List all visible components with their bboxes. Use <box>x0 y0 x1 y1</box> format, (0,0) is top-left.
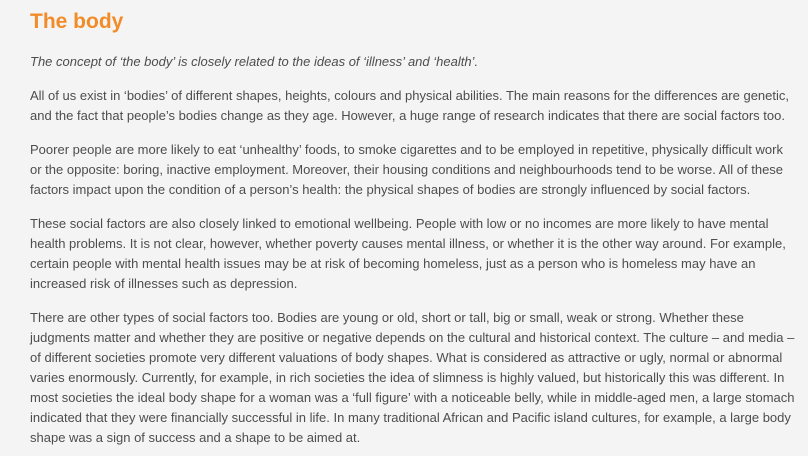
paragraph-wellbeing: These social factors are also closely linked to emotional wellbeing. People with low or no incomes are more likely to have mental health problems. It is not clear, however, whether poverty causes mental illness, or whether it is the other way around. For example, certain people with mental health issues may be at risk of becoming homeless, just as a person who is homeless may have an increased risk of illnesses such as depression. <box>30 216 786 291</box>
paragraph-genetics: All of us exist in ‘bodies’ of different shapes, heights, colours and physical abilities. The main reasons for the differences are genetic, and the fact that people’s bodies change as they age. However, a huge range of research indicates that there are social factors too. <box>30 88 790 123</box>
paragraph-culture: There are other types of social factors too. Bodies are young or old, short or tall, big or small, weak or strong. Whether these judgments matter and whether they are positive or negative depends on the cultural and historical context. The culture – and media – of different societies promote very different valuations of body shapes. What is considered as attractive or ugly, normal or abnormal varies enormously. Currently, for example, in rich societies the idea of slimness is highly valued, but historically this was different. In most societies the ideal body shape for a woman was a ‘full figure’ with a noticeable belly, while in middle-aged men, a large stomach indicated that they were financially successful in life. In many traditional African and Pacific island cultures, for example, a large body shape was a sign of success and a shape to be aimed at. <box>30 310 795 445</box>
page-title: The body <box>30 10 124 33</box>
paragraph-poverty: Poorer people are more likely to eat ‘unhealthy’ foods, to smoke cigarettes and to be employed in repetitive, physically difficult work or the opposite: boring, inactive employment. Moreover, their housing conditions and neighbourhoods tend to be worse. All of these factors impact upon the condition of a person’s health: the physical shapes of bodies are strongly influenced by social factors. <box>30 142 784 197</box>
intro-paragraph: The concept of ‘the body’ is closely related to the ideas of ‘illness’ and ‘health’. <box>30 54 479 69</box>
